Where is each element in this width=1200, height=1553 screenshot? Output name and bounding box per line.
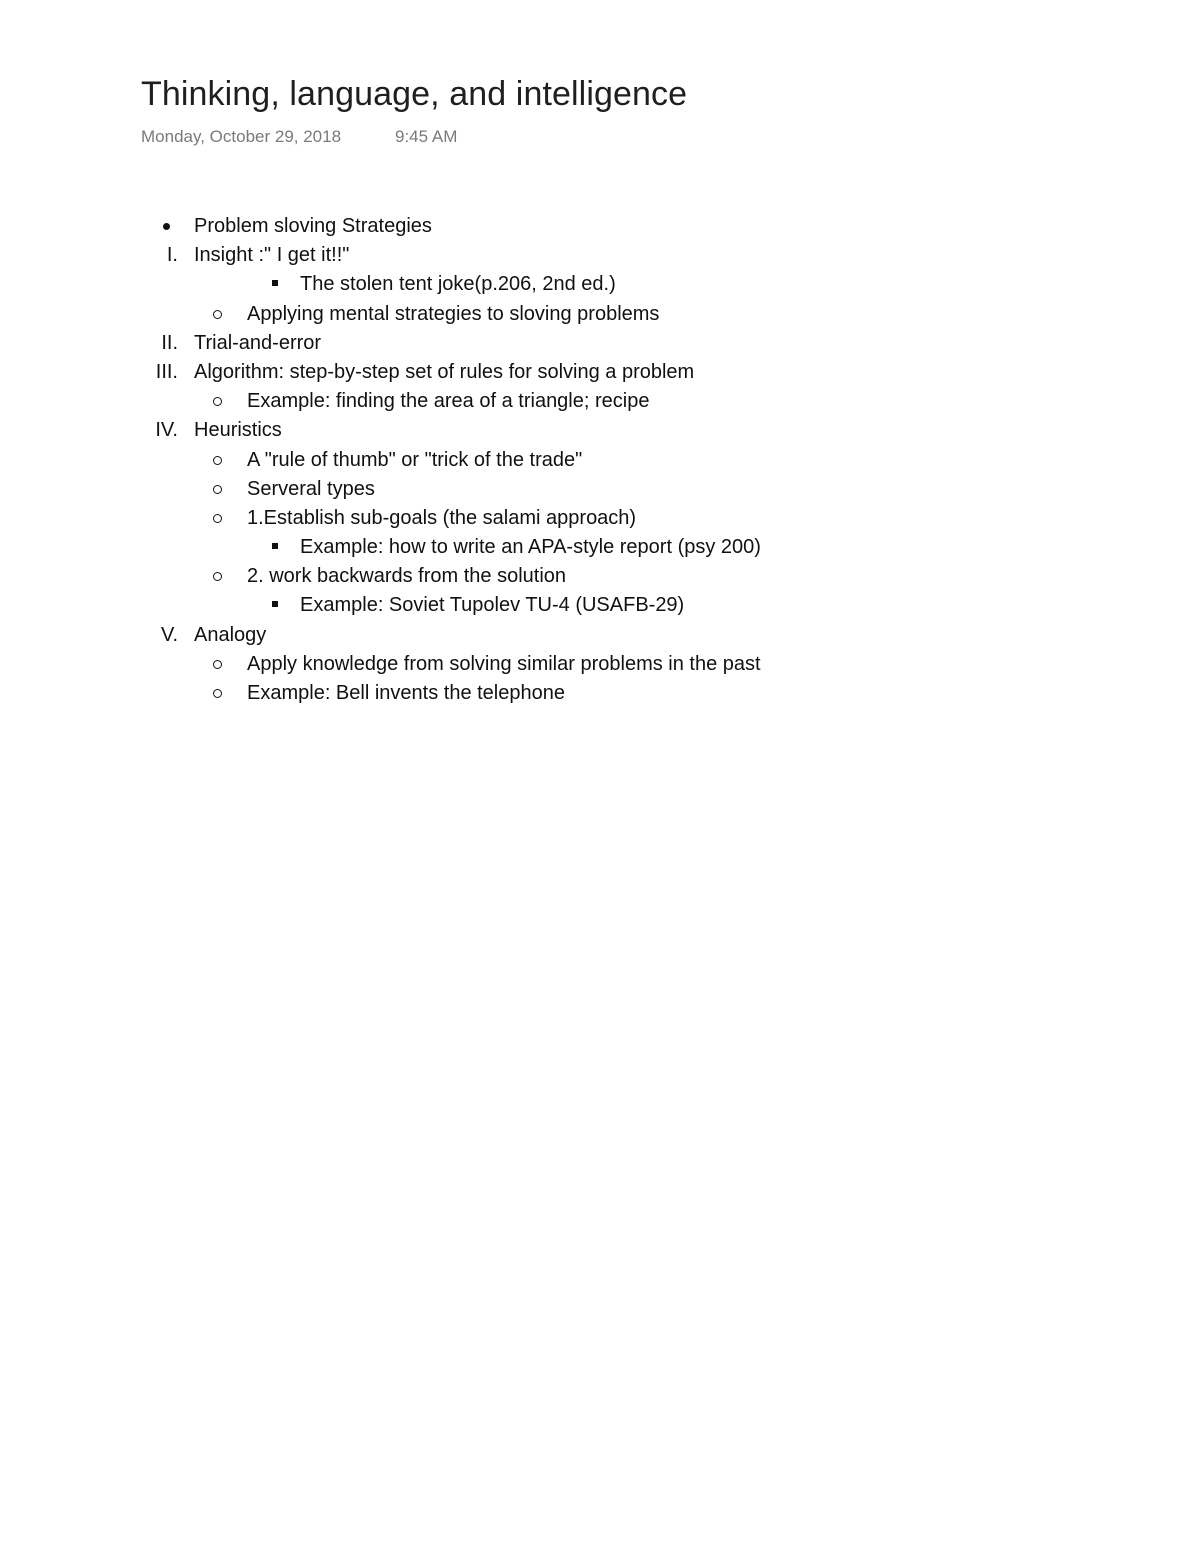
page-title: Thinking, language, and intelligence <box>141 75 688 113</box>
outline-item <box>0 270 1200 299</box>
roman-numeral-label: V. <box>160 623 178 646</box>
outline-item <box>0 679 1200 708</box>
outline-item-text: The stolen tent joke(p.206, 2nd ed.) <box>300 273 616 296</box>
outline-item-text: Example: how to write an APA-style report (psy 200) <box>300 536 761 559</box>
outline-item-text: Serveral types <box>247 477 375 500</box>
outline-item-text: Analogy <box>194 623 267 646</box>
outline-item-text: 1.Establish sub-goals (the salami approach) <box>247 506 637 529</box>
outline-item <box>0 329 1200 358</box>
outline-item <box>0 504 1200 533</box>
outline-item-text: Trial-and-error <box>194 331 322 354</box>
outline-item <box>0 621 1200 650</box>
outline-item <box>0 650 1200 679</box>
outline-item <box>0 533 1200 562</box>
outline-item <box>0 358 1200 387</box>
outline-list <box>0 212 1200 708</box>
outline-item-text: Algorithm: step-by-step set of rules for solving a problem <box>194 360 695 383</box>
outline-item <box>0 300 1200 329</box>
outline-item-text: Heuristics <box>194 419 282 442</box>
outline-item-text: Problem sloving Strategies <box>194 215 432 237</box>
outline-item <box>0 446 1200 475</box>
outline-item-text: Example: Soviet Tupolev TU-4 (USAFB-29) <box>300 594 685 617</box>
outline-item-text: A "rule of thumb" or "trick of the trade" <box>247 448 583 471</box>
outline-item-text: Applying mental strategies to sloving problems <box>247 302 660 325</box>
page-time: 9:45 AM <box>395 127 458 146</box>
roman-numeral-label: I. <box>166 244 178 267</box>
page-date: Monday, October 29, 2018 <box>141 127 342 146</box>
outline-item-text: Example: finding the area of a triangle; recipe <box>247 390 650 413</box>
outline-item <box>0 562 1200 591</box>
roman-numeral-label: III. <box>155 360 178 383</box>
outline-item <box>0 387 1200 416</box>
outline-item-text: 2. work backwards from the solution <box>247 565 567 588</box>
outline-item-text: Apply knowledge from solving similar problems in the past <box>247 652 761 675</box>
roman-numeral-label: II. <box>161 331 178 354</box>
outline-item <box>0 212 1200 241</box>
outline-item <box>0 475 1200 504</box>
outline-item <box>0 591 1200 620</box>
outline-item <box>0 416 1200 445</box>
roman-numeral-label: IV. <box>155 419 178 442</box>
outline-item <box>0 241 1200 270</box>
outline-item-text: Insight :" I get it!!" <box>194 244 350 267</box>
outline-item-text: Example: Bell invents the telephone <box>247 682 565 704</box>
